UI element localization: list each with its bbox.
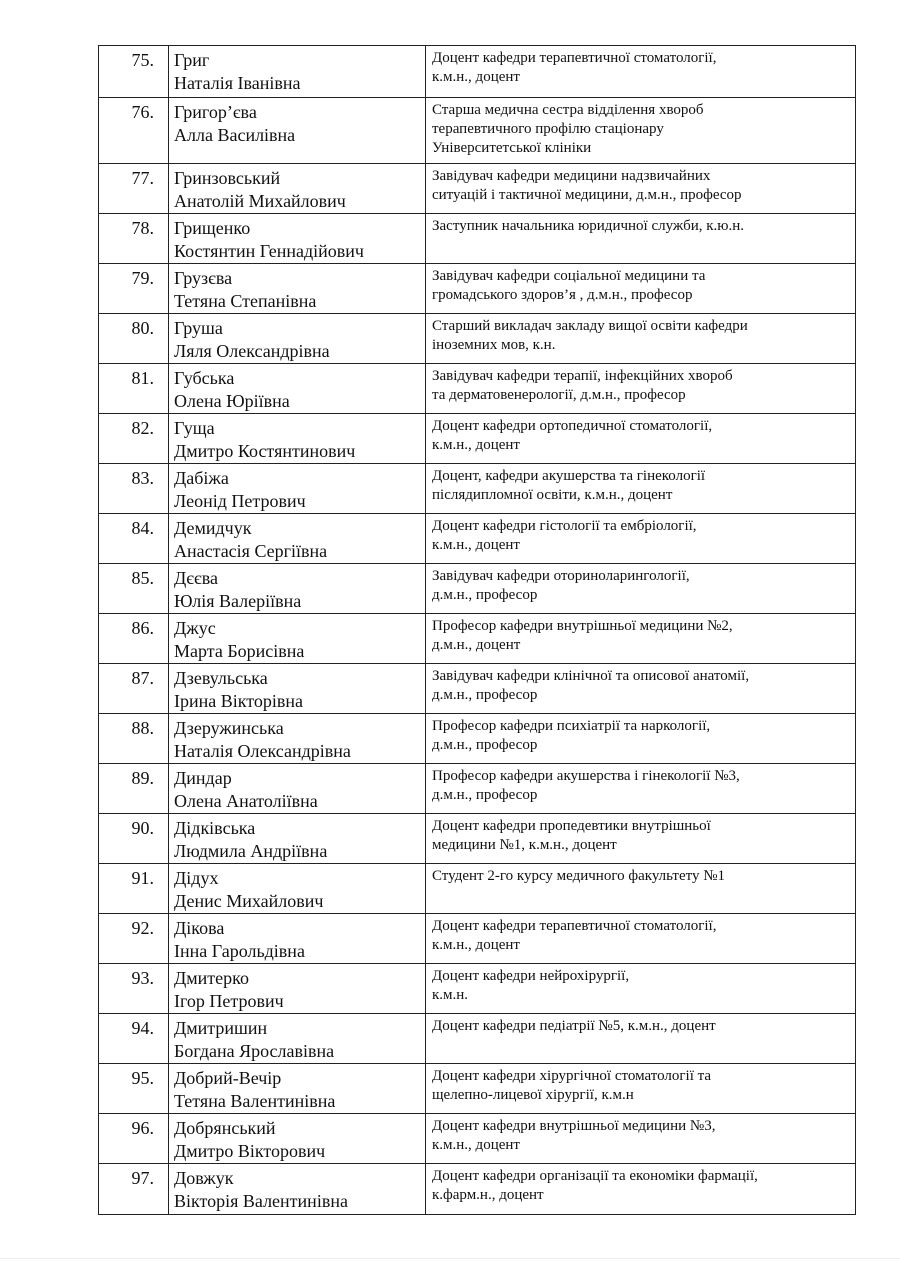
position-line: Старша медична сестра відділення хвороб: [432, 102, 704, 118]
row-number: 94.: [99, 1014, 169, 1064]
row-number: 82.: [99, 414, 169, 464]
row-number: 92.: [99, 914, 169, 964]
position-line: громадського здоров’я , д.м.н., професор: [432, 287, 693, 303]
row-number: 95.: [99, 1064, 169, 1114]
given-names: Наталія Іванівна: [174, 73, 301, 93]
person-name-cell: [169, 814, 426, 864]
position-line: к.фарм.н., доцент: [432, 1187, 544, 1203]
given-names: Дмитро Вікторович: [174, 1141, 326, 1161]
position-cell: [426, 164, 856, 214]
position-cell: [426, 864, 856, 914]
row-number: 79.: [99, 264, 169, 314]
given-names: Олена Юріївна: [174, 391, 290, 411]
position-line: д.м.н., професор: [432, 737, 538, 753]
person-name-cell: [169, 314, 426, 364]
position-cell: [426, 764, 856, 814]
position-cell: [426, 464, 856, 514]
position-line: щелепно-лицевої хірургії, к.м.н: [432, 1087, 634, 1103]
position-line: к.м.н., доцент: [432, 69, 520, 85]
surname: Дзеружинська: [174, 718, 284, 738]
position-cell: [426, 1164, 856, 1215]
position-line: Завідувач кафедри терапії, інфекційних хвороб: [432, 368, 733, 384]
staff-table-body: [99, 46, 856, 1215]
position-line: д.м.н., професор: [432, 687, 538, 703]
person-name-cell: [169, 764, 426, 814]
person-name-cell: [169, 914, 426, 964]
person-name-cell: [169, 564, 426, 614]
surname: Добрий-Вечір: [174, 1068, 282, 1088]
table-row: [99, 864, 856, 914]
surname: Дмитерко: [174, 968, 249, 988]
given-names: Юлія Валеріївна: [174, 591, 302, 611]
position-line: Заступник начальника юридичної служби, к.ю.н.: [432, 218, 744, 234]
position-line: к.м.н., доцент: [432, 1137, 520, 1153]
table-row: [99, 364, 856, 414]
staff-table: [98, 45, 856, 1215]
position-cell: [426, 614, 856, 664]
surname: Гринзовський: [174, 168, 281, 188]
surname: Дзевульська: [174, 668, 268, 688]
position-line: післядипломної освіти, к.м.н., доцент: [432, 487, 673, 503]
position-cell: [426, 46, 856, 98]
table-row: [99, 964, 856, 1014]
person-name-cell: [169, 264, 426, 314]
given-names: Дмитро Костянтинович: [174, 441, 356, 461]
person-name-cell: [169, 1064, 426, 1114]
position-cell: [426, 1064, 856, 1114]
row-number: 85.: [99, 564, 169, 614]
table-row: [99, 1164, 856, 1215]
position-cell: [426, 664, 856, 714]
person-name-cell: [169, 664, 426, 714]
position-cell: [426, 714, 856, 764]
table-row: [99, 314, 856, 364]
row-number: 77.: [99, 164, 169, 214]
row-number: 91.: [99, 864, 169, 914]
position-line: к.м.н., доцент: [432, 937, 520, 953]
position-line: д.м.н., професор: [432, 587, 538, 603]
position-line: медицини №1, к.м.н., доцент: [432, 837, 617, 853]
person-name-cell: [169, 514, 426, 564]
row-number: 88.: [99, 714, 169, 764]
person-name-cell: [169, 464, 426, 514]
position-line: іноземних мов, к.н.: [432, 337, 556, 353]
row-number: 80.: [99, 314, 169, 364]
surname: Джус: [174, 618, 216, 638]
row-number: 78.: [99, 214, 169, 264]
table-row: [99, 914, 856, 964]
given-names: Алла Василівна: [174, 125, 296, 145]
given-names: Олена Анатоліївна: [174, 791, 318, 811]
table-row: [99, 464, 856, 514]
surname: Добрянський: [174, 1118, 276, 1138]
row-number: 81.: [99, 364, 169, 414]
person-name-cell: [169, 1114, 426, 1164]
person-name-cell: [169, 98, 426, 164]
table-row: [99, 164, 856, 214]
person-name-cell: [169, 614, 426, 664]
given-names: Ірина Вікторівна: [174, 691, 304, 711]
row-number: 75.: [99, 46, 169, 98]
surname: Дабіжа: [174, 468, 229, 488]
position-line: Доцент кафедри організації та економіки фармації,: [432, 1168, 758, 1184]
surname: Дікова: [174, 918, 225, 938]
table-row: [99, 814, 856, 864]
given-names: Тетяна Степанівна: [174, 291, 317, 311]
surname: Демидчук: [174, 518, 252, 538]
given-names: Леонід Петрович: [174, 491, 306, 511]
position-cell: [426, 414, 856, 464]
person-name-cell: [169, 46, 426, 98]
given-names: Богдана Ярославівна: [174, 1041, 335, 1061]
position-line: Доцент кафедри педіатрії №5, к.м.н., доцент: [432, 1018, 716, 1034]
row-number: 84.: [99, 514, 169, 564]
position-line: Доцент кафедри гістології та ембріології,: [432, 518, 697, 534]
position-line: Доцент кафедри внутрішньої медицини №3,: [432, 1118, 716, 1134]
position-line: Доцент кафедри пропедевтики внутрішньої: [432, 818, 711, 834]
given-names: Марта Борисівна: [174, 641, 305, 661]
position-line: к.м.н.: [432, 987, 469, 1003]
position-line: Доцент кафедри терапевтичної стоматології,: [432, 50, 717, 66]
given-names: Анастасія Сергіївна: [174, 541, 328, 561]
person-name-cell: [169, 164, 426, 214]
person-name-cell: [169, 364, 426, 414]
position-line: Доцент кафедри хірургічної стоматології та: [432, 1068, 712, 1084]
given-names: Ігор Петрович: [174, 991, 284, 1011]
surname: Дмитришин: [174, 1018, 268, 1038]
position-line: Старший викладач закладу вищої освіти кафедри: [432, 318, 748, 334]
position-cell: [426, 1014, 856, 1064]
table-row: [99, 214, 856, 264]
surname: Григор’єва: [174, 102, 257, 122]
row-number: 93.: [99, 964, 169, 1014]
position-line: Завідувач кафедри оториноларингології,: [432, 568, 690, 584]
position-cell: [426, 314, 856, 364]
position-cell: [426, 214, 856, 264]
table-row: [99, 1064, 856, 1114]
given-names: Наталія Олександрівна: [174, 741, 351, 761]
position-line: Університетської клініки: [432, 140, 592, 156]
person-name-cell: [169, 1164, 426, 1215]
position-line: Доцент кафедри нейрохірургії,: [432, 968, 630, 984]
table-row: [99, 664, 856, 714]
table-row: [99, 1014, 856, 1064]
row-number: 90.: [99, 814, 169, 864]
position-line: Професор кафедри психіатрії та наркології,: [432, 718, 711, 734]
position-cell: [426, 364, 856, 414]
position-cell: [426, 98, 856, 164]
given-names: Вікторія Валентинівна: [174, 1191, 348, 1211]
position-line: к.м.н., доцент: [432, 537, 520, 553]
position-cell: [426, 964, 856, 1014]
table-row: [99, 98, 856, 164]
table-row: [99, 264, 856, 314]
person-name-cell: [169, 214, 426, 264]
position-cell: [426, 914, 856, 964]
table-row: [99, 564, 856, 614]
given-names: Тетяна Валентинівна: [174, 1091, 336, 1111]
surname: Дідківська: [174, 818, 256, 838]
position-line: ситуацій і тактичної медицини, д.м.н., професор: [432, 187, 742, 203]
row-number: 97.: [99, 1164, 169, 1215]
surname: Дєєва: [174, 568, 218, 588]
person-name-cell: [169, 864, 426, 914]
position-line: Доцент кафедри терапевтичної стоматології,: [432, 918, 717, 934]
surname: Григ: [174, 50, 210, 70]
table-row: [99, 764, 856, 814]
given-names: Анатолій Михайлович: [174, 191, 346, 211]
table-row: [99, 414, 856, 464]
position-cell: [426, 814, 856, 864]
row-number: 76.: [99, 98, 169, 164]
row-number: 89.: [99, 764, 169, 814]
surname: Грузєва: [174, 268, 233, 288]
position-line: Студент 2-го курсу медичного факультету №1: [432, 868, 726, 884]
person-name-cell: [169, 414, 426, 464]
person-name-cell: [169, 1014, 426, 1064]
table-row: [99, 1114, 856, 1164]
given-names: Людмила Андріївна: [174, 841, 328, 861]
surname: Дідух: [174, 868, 219, 888]
table-row: [99, 46, 856, 98]
surname: Грищенко: [174, 218, 251, 238]
given-names: Інна Гарольдівна: [174, 941, 305, 961]
position-line: Завідувач кафедри соціальної медицини та: [432, 268, 706, 284]
position-line: д.м.н., професор: [432, 787, 538, 803]
row-number: 83.: [99, 464, 169, 514]
position-cell: [426, 1114, 856, 1164]
page-bottom-edge: [0, 1258, 900, 1259]
given-names: Ляля Олександрівна: [174, 341, 330, 361]
given-names: Денис Михайлович: [174, 891, 324, 911]
position-cell: [426, 514, 856, 564]
row-number: 96.: [99, 1114, 169, 1164]
position-line: Доцент кафедри ортопедичної стоматології,: [432, 418, 713, 434]
position-cell: [426, 264, 856, 314]
table-row: [99, 614, 856, 664]
position-line: Завідувач кафедри клінічної та описової анатомії,: [432, 668, 750, 684]
position-line: д.м.н., доцент: [432, 637, 521, 653]
surname: Гуща: [174, 418, 215, 438]
position-line: к.м.н., доцент: [432, 437, 520, 453]
table-row: [99, 514, 856, 564]
person-name-cell: [169, 964, 426, 1014]
position-cell: [426, 564, 856, 614]
surname: Диндар: [174, 768, 232, 788]
person-name-cell: [169, 714, 426, 764]
position-line: Професор кафедри акушерства і гінекології №3,: [432, 768, 740, 784]
surname: Довжук: [174, 1168, 234, 1188]
surname: Губська: [174, 368, 235, 388]
surname: Груша: [174, 318, 223, 338]
row-number: 86.: [99, 614, 169, 664]
position-line: Доцент, кафедри акушерства та гінекології: [432, 468, 706, 484]
given-names: Костянтин Геннадійович: [174, 241, 364, 261]
position-line: та дерматовенерології, д.м.н., професор: [432, 387, 686, 403]
position-line: терапевтичного профілю стаціонару: [432, 121, 664, 137]
position-line: Завідувач кафедри медицини надзвичайних: [432, 168, 711, 184]
row-number: 87.: [99, 664, 169, 714]
position-line: Професор кафедри внутрішньої медицини №2,: [432, 618, 733, 634]
table-row: [99, 714, 856, 764]
